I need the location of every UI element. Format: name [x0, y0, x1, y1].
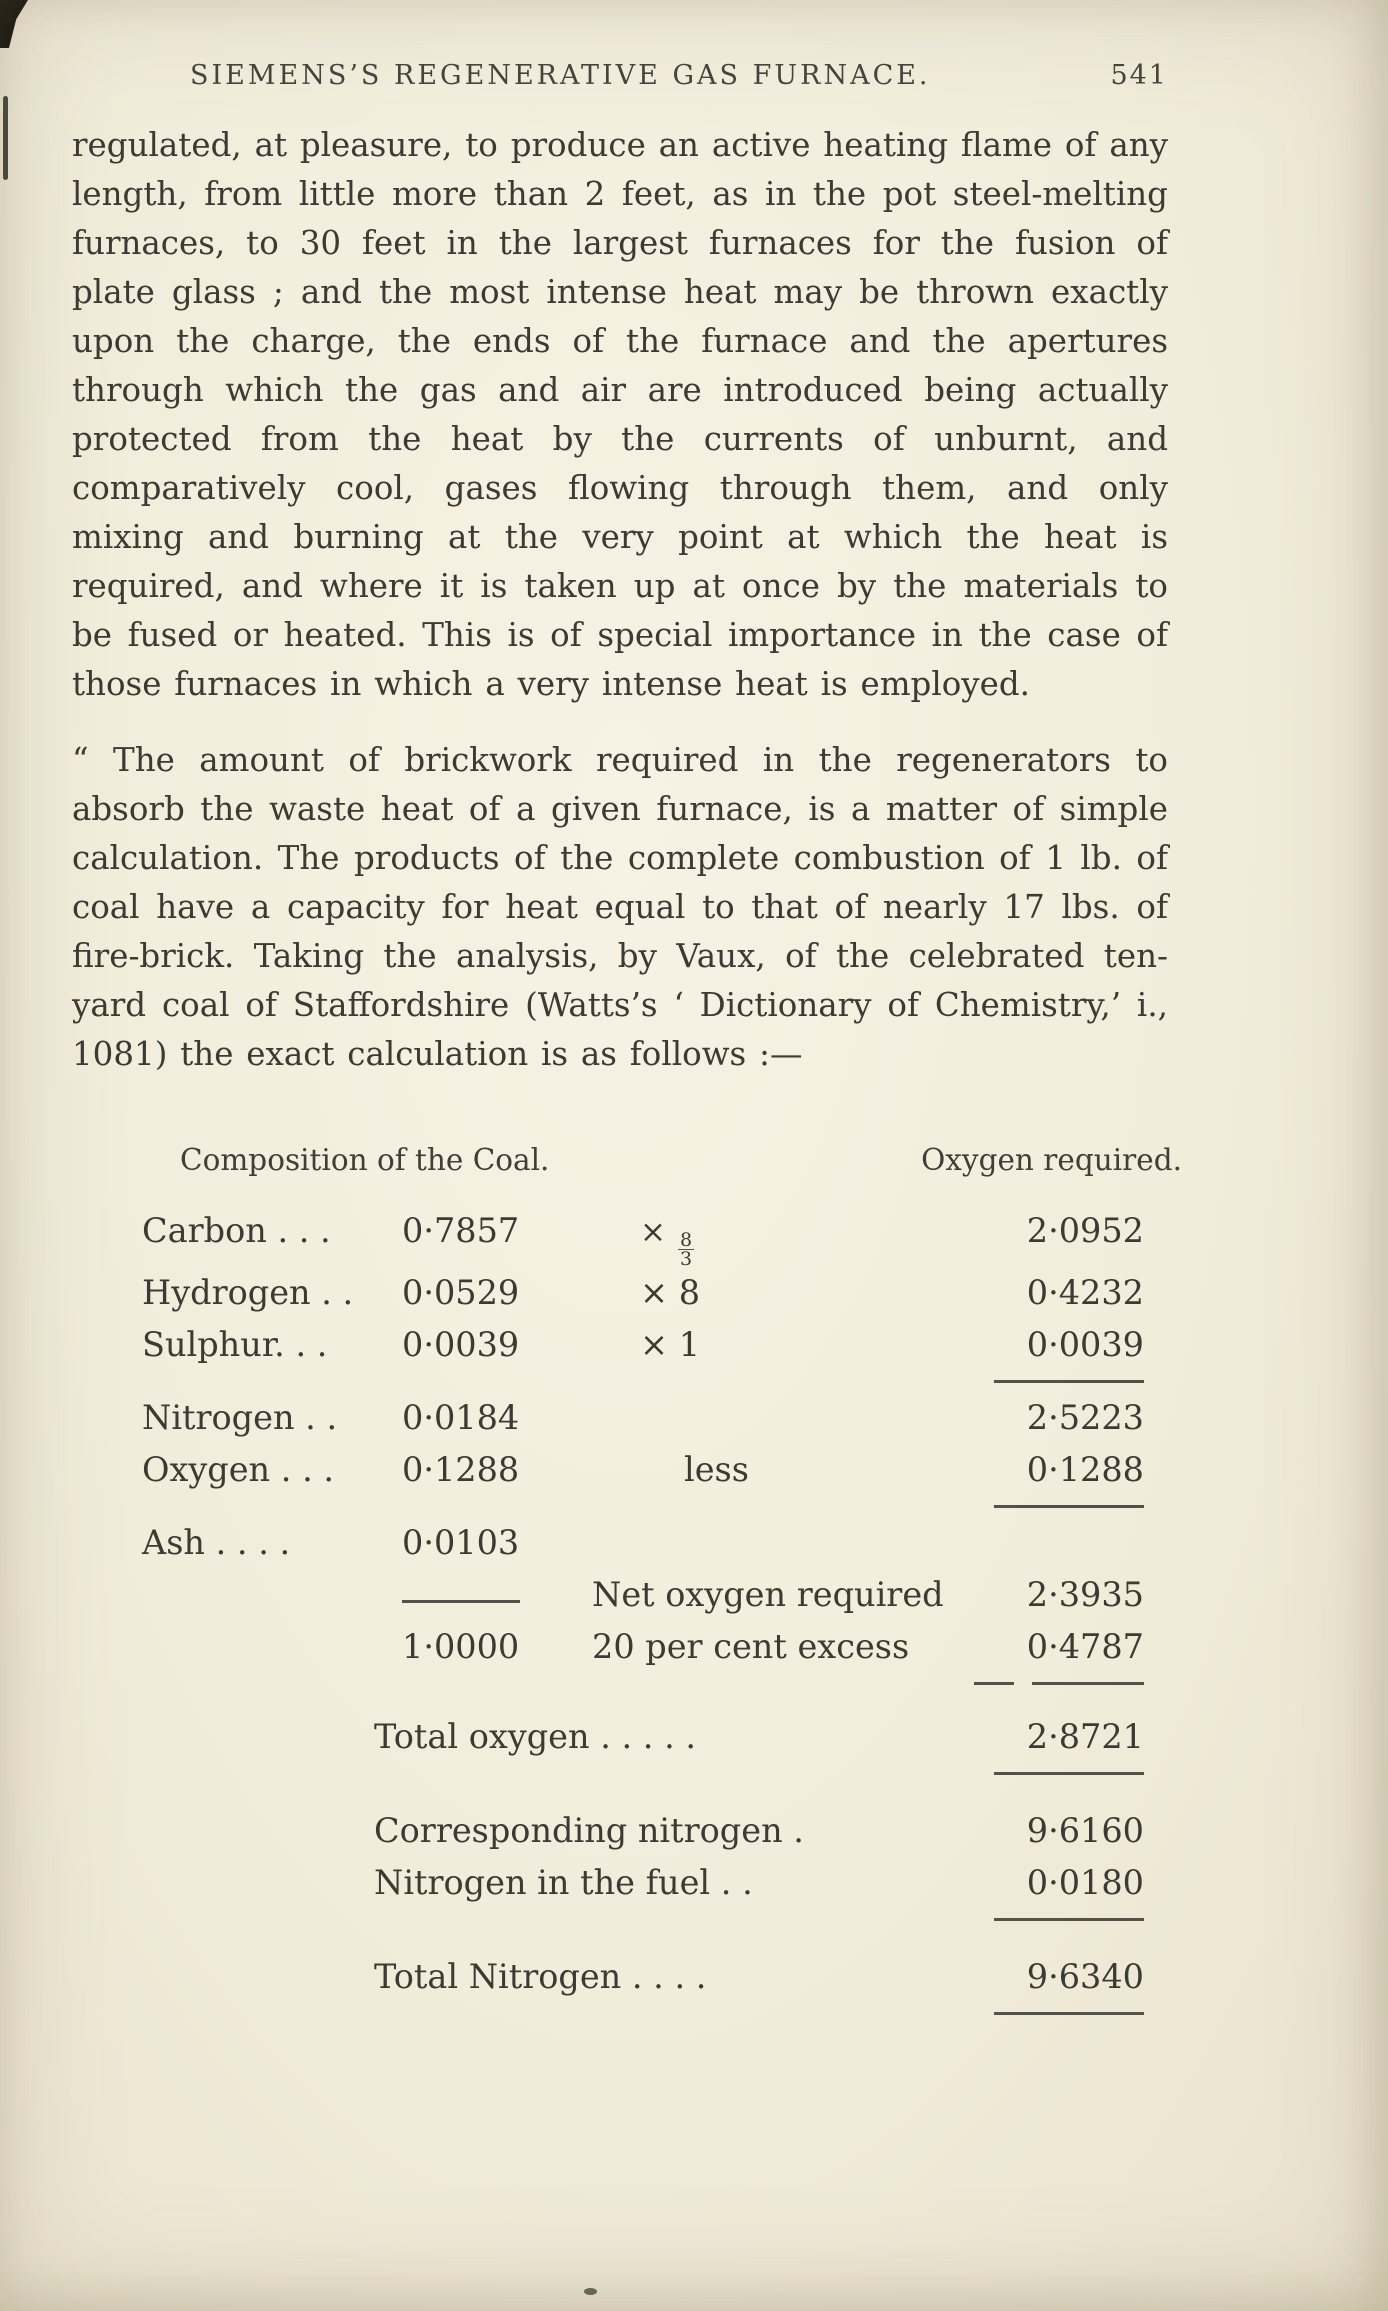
composition-total: 1·0000	[402, 1627, 520, 1666]
table-row-net-oxygen	[142, 1569, 1144, 1621]
table-row-oxygen	[142, 1444, 1144, 1496]
table-row-carbon	[142, 1205, 1144, 1270]
table-row-sulphur	[142, 1319, 1144, 1371]
row-value: 0·1288	[402, 1450, 520, 1489]
excess-label: 20 per cent excess	[592, 1627, 910, 1666]
row-oxygen: 2·5223	[1026, 1398, 1144, 1437]
table-headers	[142, 1143, 1182, 1177]
row-oxygen: 0·4787	[1026, 1627, 1144, 1666]
row-label: Sulphur. . .	[142, 1325, 328, 1364]
nitrogen-sum-rule	[994, 1918, 1144, 1921]
total-nitrogen-rule	[994, 2012, 1144, 2015]
scan-corner-artifact	[0, 0, 28, 48]
table-row-excess	[142, 1621, 1144, 1673]
row-value: 0·0184	[402, 1398, 520, 1437]
row-oxygen: 2·3935	[1026, 1575, 1144, 1614]
scan-speck-artifact	[584, 2288, 597, 2295]
composition-sum-rule	[402, 1600, 520, 1603]
row-oxygen: 9·6160	[1026, 1811, 1144, 1850]
subtraction-rule	[994, 1505, 1144, 1508]
corresponding-nitrogen-label: Corresponding nitrogen .	[374, 1811, 804, 1850]
page-header	[72, 60, 1168, 91]
coal-analysis-table	[142, 1143, 1182, 2015]
row-oxygen: 2·8721	[1026, 1717, 1144, 1756]
page-number: 541	[1110, 60, 1168, 91]
fraction-eight-thirds: $\frac{8}{3}$	[679, 1229, 693, 1270]
less-label: less	[684, 1450, 749, 1489]
net-oxygen-label: Net oxygen required	[592, 1575, 944, 1614]
paragraph-1: regulated, at pleasure, to produce an active heating flame of any length, from little more than 2 feet, as in the pot steel-melting furnaces, to 30 feet in the largest furnaces for the fusion of plate glass ; and the most intense heat may be thrown exactly upon the charge, the ends of the furnace and the apertures through which the gas and air are introduced being actually protected from the heat by the currents of unburnt, and comparatively cool, gases flowing through them, and only mixing and burning at the very point at which the heat is required, and where it is taken up at once by the materials to be fused or heated. This is of special importance in the case of those furnaces in which a very intense heat is employed.	[72, 126, 1168, 703]
row-oxygen: 0·1288	[1026, 1450, 1144, 1489]
table-row-nitrogen	[142, 1392, 1144, 1444]
row-label: Oxygen . . .	[142, 1450, 335, 1489]
running-title: SIEMENS’S REGENERATIVE GAS FURNACE.	[190, 60, 931, 91]
row-value: 0·0103	[402, 1523, 520, 1562]
total-oxygen-label: Total oxygen . . . . .	[374, 1717, 697, 1756]
row-oxygen: 0·4232	[1026, 1273, 1144, 1312]
row-multiplier: × 1	[640, 1325, 701, 1364]
fuel-nitrogen-label: Nitrogen in the fuel . .	[374, 1863, 753, 1902]
row-label: Carbon . . .	[142, 1211, 331, 1250]
row-oxygen: 0·0039	[1026, 1325, 1144, 1364]
row-oxygen: 2·0952	[1026, 1211, 1144, 1250]
row-value: 0·0039	[402, 1325, 520, 1364]
row-value: 0·0529	[402, 1273, 520, 1312]
paragraph-2: “ The amount of brickwork required in the regenerators to absorb the waste heat of a given furnace, is a matter of simple calculation. The products of the complete combustion of 1 lb. of coal have a capacity for heat equal to that of nearly 17 lbs. of fire-brick. Taking the analysis, by Vaux, of the celebrated ten-yard coal of Staffordshire (Watts’s ‘ Dictionary of Chemistry,’ i., 1081) the exact calculation is as follows :—	[72, 741, 1168, 1073]
scan-edge-artifact	[3, 96, 8, 180]
table-row-total-oxygen	[142, 1711, 1144, 1763]
row-multiplier	[572, 1205, 962, 1270]
total-oxygen-rule	[994, 1772, 1144, 1775]
composition-header: Composition of the Coal.	[180, 1143, 550, 1177]
row-oxygen: 0·0180	[1026, 1863, 1144, 1902]
table-row-total-nitrogen	[142, 1951, 1144, 2003]
row-label: Nitrogen . .	[142, 1398, 338, 1437]
row-label: Hydrogen . .	[142, 1273, 354, 1312]
row-multiplier: × 8	[640, 1273, 701, 1312]
sum-rule	[994, 1380, 1144, 1383]
row-value: 0·7857	[402, 1211, 520, 1250]
table-row-hydrogen	[142, 1267, 1144, 1319]
table-row-fuel-nitrogen	[142, 1857, 1144, 1909]
total-nitrogen-label: Total Nitrogen . . . .	[374, 1957, 707, 1996]
oxygen-required-header: Oxygen required.	[921, 1143, 1182, 1177]
table-row-ash	[142, 1517, 1144, 1569]
row-label: Ash . . . .	[142, 1523, 291, 1562]
table-row-corresponding-nitrogen	[142, 1805, 1144, 1857]
multiply-sign: ×	[640, 1214, 666, 1250]
excess-sum-rule	[974, 1682, 1144, 1685]
row-oxygen: 9·6340	[1026, 1957, 1144, 1996]
